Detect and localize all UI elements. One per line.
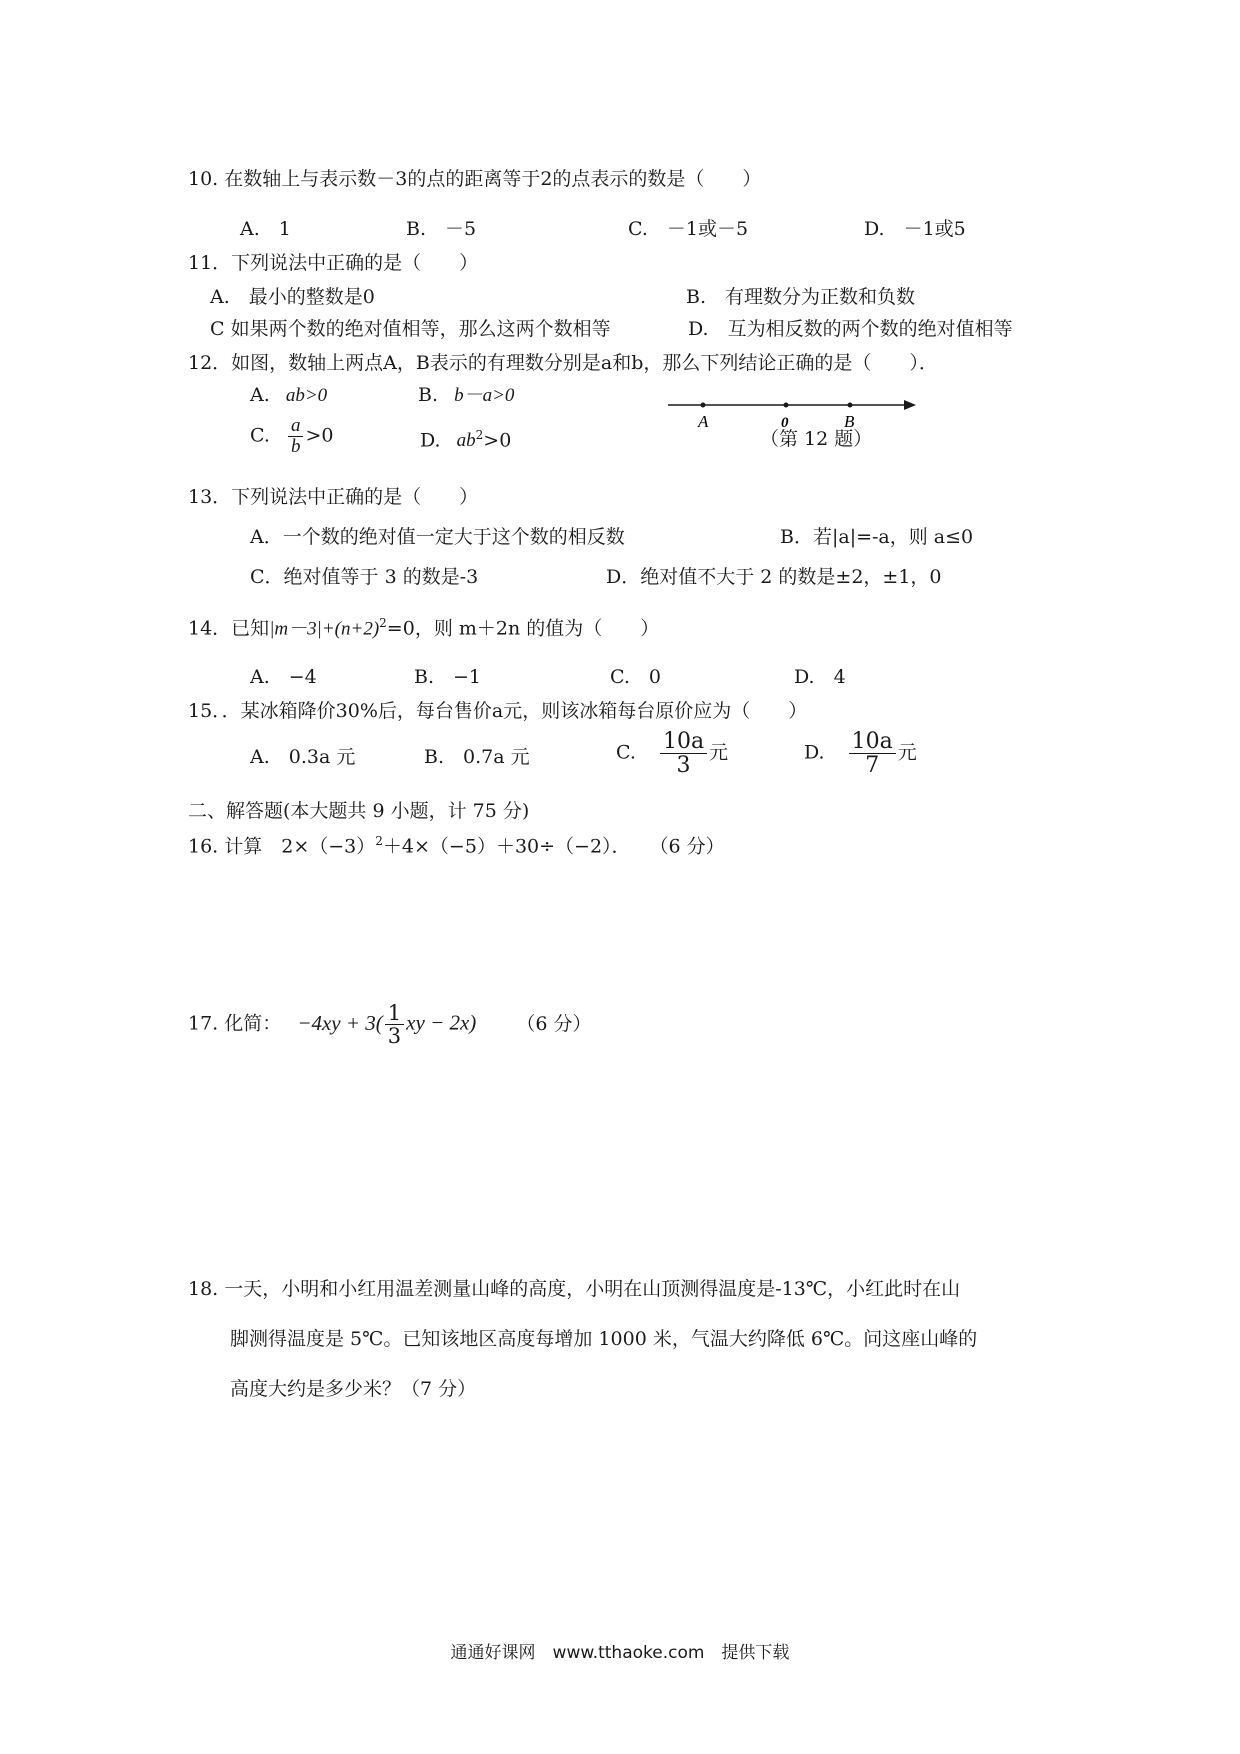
origin-label: 0	[781, 415, 789, 431]
q17-points: （6 分）	[516, 1012, 592, 1035]
q12-stem: 12．如图，数轴上两点A，B表示的有理数分别是a和b，那么下列结论正确的是（ ）．	[188, 352, 938, 374]
q16-text-rest: ＋4×（−5）＋30÷（−2）． （6 分）	[382, 835, 725, 858]
q16-text	[188, 834, 725, 858]
number-line-arrow-icon	[904, 400, 916, 410]
q12-option-b-expr: b－a>0	[454, 385, 515, 406]
q15-option-c-numerator: 10a	[660, 730, 707, 754]
q17-prefix: 17. 化简：	[188, 1012, 282, 1035]
q12-option-a	[250, 384, 327, 408]
q15-option-d-unit: 元	[897, 741, 917, 764]
point-b-dot	[848, 403, 853, 408]
section-2-heading: 二、解答题(本大题共 9 小题，计 75 分)	[188, 800, 530, 822]
q11-option-c: C 如果两个数的绝对值相等，那么这两个数相等	[210, 318, 611, 340]
point-a-label: A	[698, 412, 709, 431]
q17-expression-part1: −4xy + 3(	[297, 1010, 383, 1035]
q12-option-c-denominator: b	[290, 435, 301, 457]
q12-option-c-numerator: a	[288, 416, 304, 437]
q12-option-d-rest: >0	[483, 429, 512, 452]
q15-option-c	[616, 730, 728, 777]
q14-stem-suffix: ，则 m＋2n 的值为（ ）	[414, 617, 660, 640]
q18-line-3: 高度大约是多少米？（7 分）	[230, 1378, 477, 1400]
q12-option-c-fraction	[288, 416, 304, 457]
q17-text	[188, 1002, 592, 1047]
q16-text-main: 16. 计算 2×（−3）	[188, 835, 376, 858]
q10-option-c: C. －1或－5	[628, 218, 749, 240]
q17-fraction-denominator: 3	[387, 1024, 402, 1049]
q14-option-b: B. −1	[414, 666, 482, 688]
q14-expression: |m－3|+(n+2)	[269, 618, 380, 640]
q13-option-c: C．绝对值等于 3 的数是-3	[250, 566, 479, 588]
q15-option-d-fraction	[849, 730, 896, 777]
q15-option-d	[804, 730, 917, 777]
q10-option-d: D. －1或5	[864, 218, 966, 240]
q14-expression-sup: 2	[379, 616, 387, 630]
q12-option-d-label: D.	[420, 429, 441, 452]
q15-option-c-unit: 元	[709, 741, 729, 764]
q14-option-d: D. 4	[794, 666, 846, 688]
q14-stem-prefix: 14．已知	[188, 617, 270, 640]
q12-option-d-sup: 2	[475, 428, 484, 442]
q14-option-c: C. 0	[610, 666, 661, 688]
q18-line-2: 脚测得温度是 5℃。已知该地区高度每增加 1000 米，气温大约降低 6℃。问这座山峰的	[230, 1328, 978, 1350]
q15-option-c-denominator: 3	[676, 753, 691, 779]
q14-stem	[188, 616, 659, 641]
q12-figure-caption: （第 12 题）	[760, 428, 873, 450]
q15-option-c-label: C.	[616, 741, 636, 764]
q11-stem: 11．下列说法中正确的是（ ）	[188, 252, 479, 274]
q15-stem: 15．．某冰箱降价30%后，每台售价a元，则该冰箱每台原价应为（ ）	[188, 700, 808, 722]
q17-fraction	[385, 1002, 404, 1047]
q18-line-1: 18. 一天，小明和小红用温差测量山峰的高度，小明在山顶测得温度是-13℃，小红此时在山	[188, 1278, 961, 1300]
q10-stem: 10. 在数轴上与表示数－3的点的距离等于2的点表示的数是（ ）	[188, 168, 762, 190]
q10-option-b: B. －5	[406, 218, 477, 240]
q12-option-c	[250, 416, 333, 457]
q11-option-d: D. 互为相反数的两个数的绝对值相等	[688, 318, 1013, 340]
q13-option-d: D．绝对值不大于 2 的数是±2，±1，0	[606, 566, 942, 588]
q12-option-a-label: A.	[250, 384, 270, 406]
q11-option-b: B. 有理数分为正数和负数	[686, 286, 916, 308]
q12-option-d-expr: ab	[456, 430, 476, 452]
q15-option-d-denominator: 7	[865, 753, 880, 779]
point-b-label: B	[844, 412, 855, 431]
q13-option-b: B．若|a|=-a，则 a≤0	[780, 526, 974, 548]
q15-option-d-label: D.	[804, 741, 825, 764]
q12-option-c-rest: >0	[305, 424, 334, 447]
point-a-dot	[701, 403, 706, 408]
page-footer: 通通好课网 www.tthaoke.com 提供下载	[450, 1643, 790, 1663]
q13-stem: 13．下列说法中正确的是（ ）	[188, 486, 479, 508]
q15-option-d-numerator: 10a	[849, 730, 896, 754]
q12-option-a-expr: ab>0	[285, 385, 328, 406]
q12-option-d	[420, 428, 511, 453]
q12-option-b	[418, 384, 514, 408]
q15-option-c-fraction	[660, 730, 707, 777]
q15-option-a: A. 0.3a 元	[250, 746, 356, 768]
q13-option-a: A．一个数的绝对值一定大于这个数的相反数	[250, 526, 625, 548]
q15-option-b: B. 0.7a 元	[424, 746, 530, 768]
q14-option-a: A. −4	[250, 666, 317, 688]
q10-option-a: A. 1	[240, 218, 291, 240]
q11-option-a: A. 最小的整数是0	[210, 286, 375, 308]
q12-option-c-label: C.	[250, 424, 270, 447]
origin-dot	[784, 403, 789, 408]
q17-expression-part2: xy − 2x)	[406, 1010, 477, 1035]
q14-expression-rest: =0	[386, 617, 415, 640]
q16-text-sup: 2	[375, 834, 383, 848]
q12-option-b-label: B.	[418, 384, 439, 406]
q17-fraction-numerator: 1	[385, 1002, 404, 1025]
